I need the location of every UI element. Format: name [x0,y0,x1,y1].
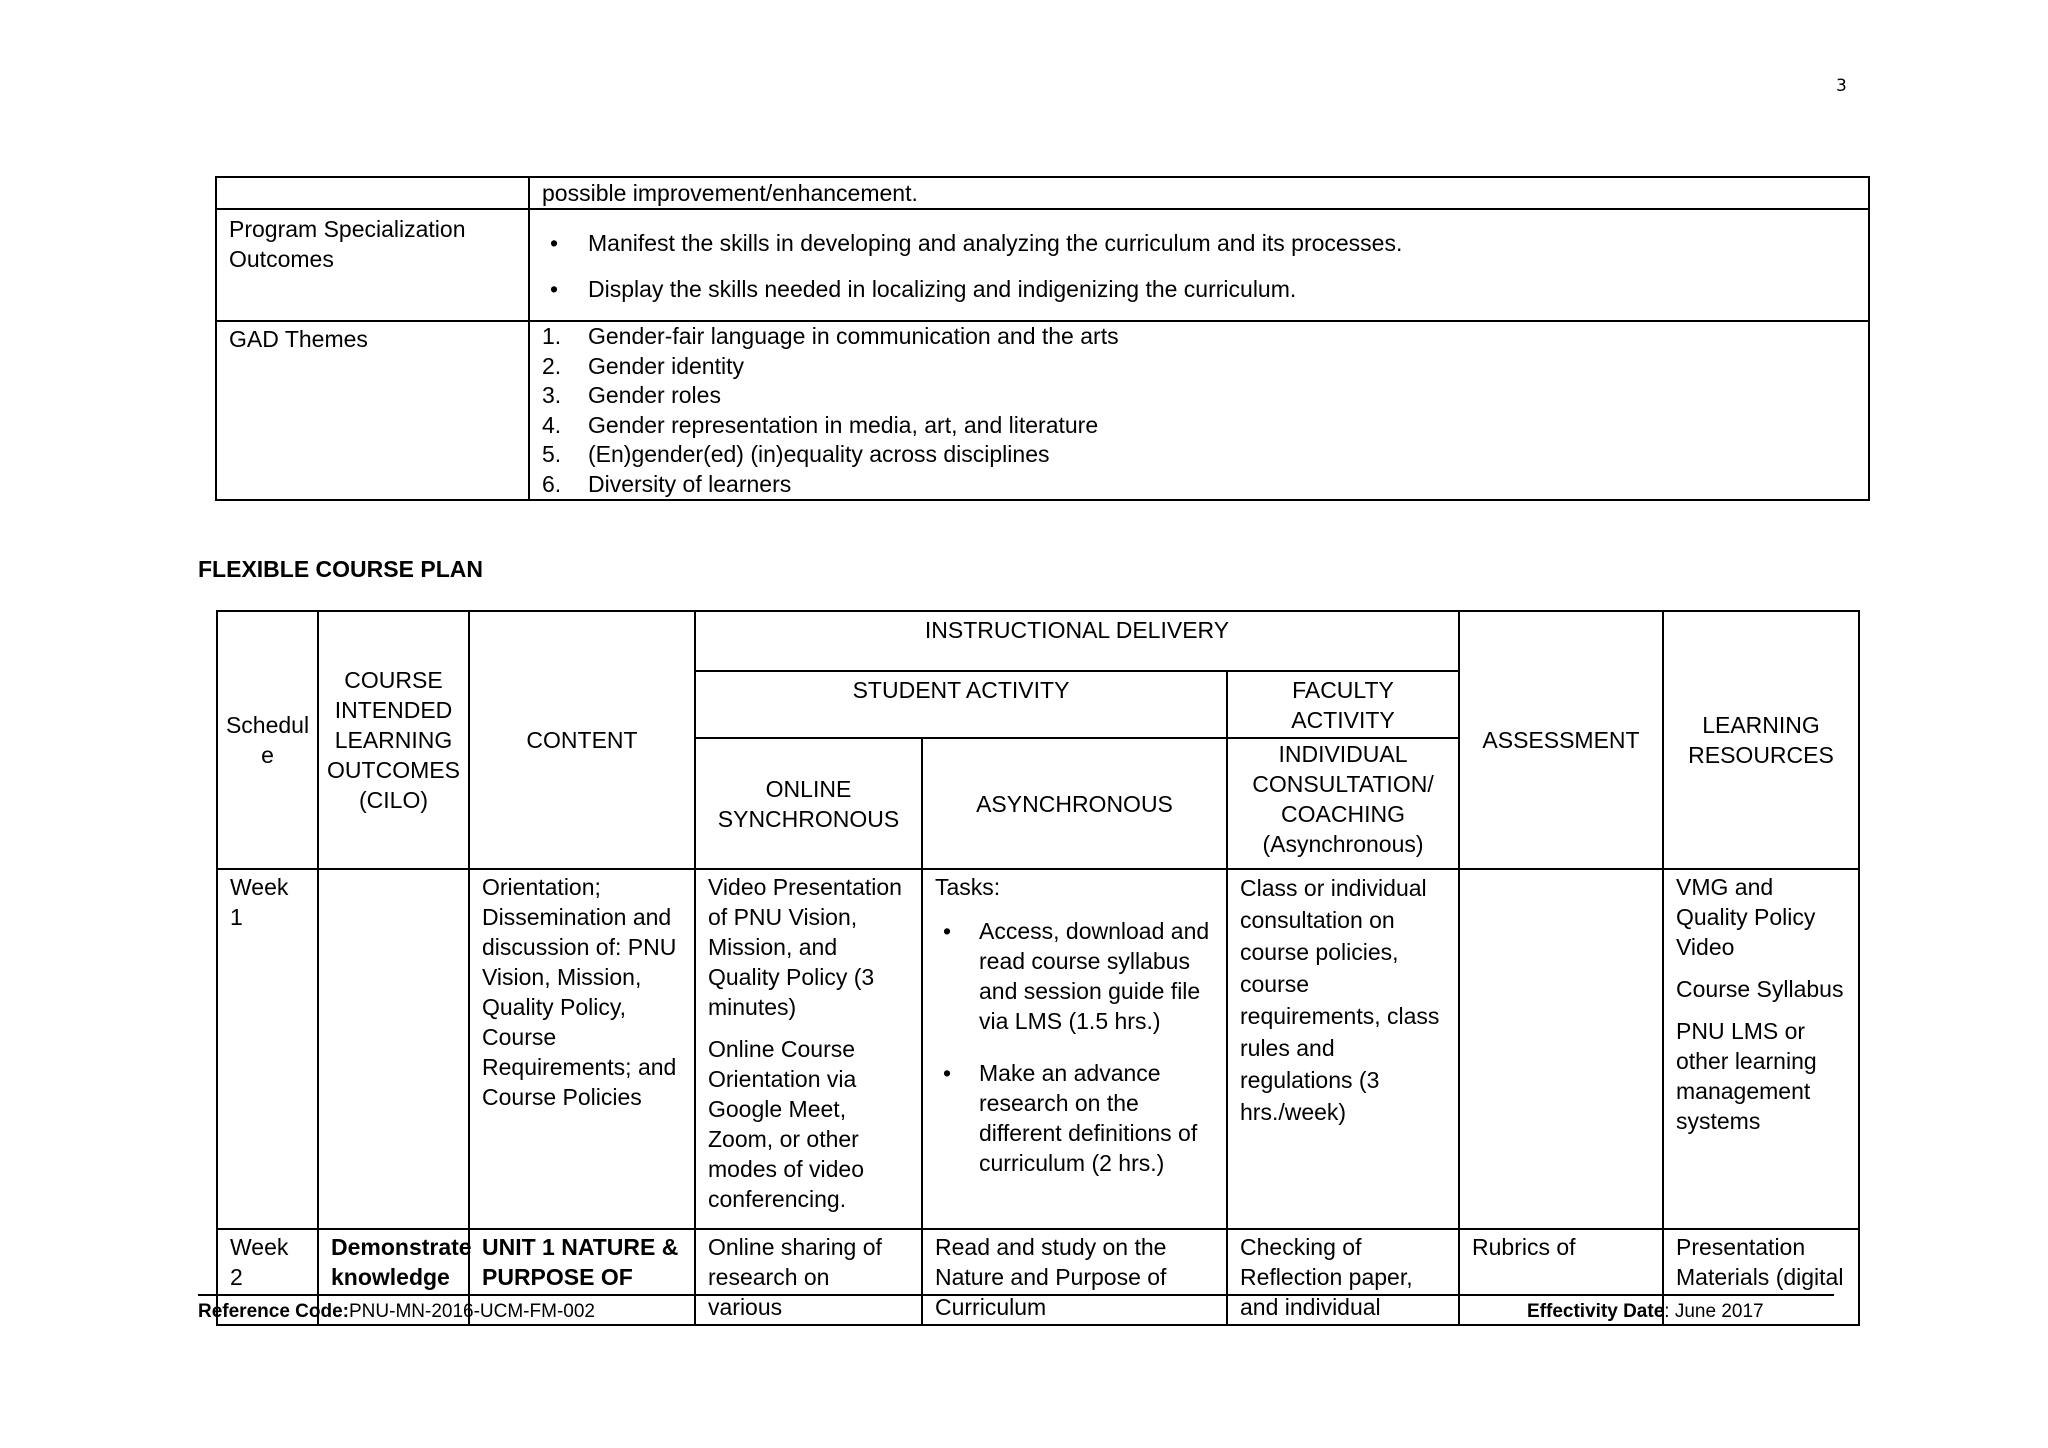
footer-divider [198,1294,1834,1296]
week-1-faculty-activity: Class or individual consultation on course policies, course requirements, class rules and regulations (3 hrs./week) [1227,869,1459,1229]
week-2-online-synchronous: Online sharing of research on various [695,1229,922,1325]
table-row [216,209,1869,321]
item-number: 3. [542,382,562,408]
list-item [542,440,1856,470]
list-item [542,352,1856,382]
week-2-faculty-activity: Checking of Reflection paper, and individual [1227,1229,1459,1325]
list-item [542,470,1856,500]
footer-effectivity-date [1527,1301,1764,1323]
resource-item: VMG and Quality Policy Video [1676,874,1816,960]
header-content: CONTENT [469,611,695,869]
section-heading: FLEXIBLE COURSE PLAN [198,556,483,582]
header-instructional-delivery: INSTRUCTIONAL DELIVERY [695,611,1459,671]
header-online-synchronous: ONLINE SYNCHRONOUS [695,738,922,869]
program-specialization-outcomes [529,209,1869,321]
item-number: 1. [542,323,562,349]
item-number: 2. [542,352,562,379]
online-activity: Video Presentation of PNU Vision, Mission, and Quality Policy (3 minutes) [708,874,902,1020]
header-faculty-activity: FACULTY ACTIVITY [1227,671,1459,738]
resource-item: PNU LMS or other learning management systems [1676,1018,1817,1134]
list-item: • Manifest the skills in developing and analyzing the curriculum and its processes. [542,228,1856,258]
list-item [542,322,1856,352]
list-item: • Access, download and read course syllabus and session guide file via LMS (1.5 hrs.) [935,916,1214,1036]
week-1-assessment [1459,869,1663,1229]
online-activity: Online Course Orientation via Google Meet, Zoom, or other modes of video conferencing. [708,1036,864,1212]
item-text: (En)gender(ed) (in)equality across disciplines [588,441,1050,467]
table-row [217,869,1859,1229]
list-item: • Display the skills needed in localizing and indigenizing the curriculum. [542,274,1856,304]
header-asynchronous: ASYNCHRONOUS [922,738,1227,869]
item-number: 6. [542,470,562,497]
header-schedule: Schedul e [217,611,318,869]
row-text: possible improvement/enhancement. [529,177,1869,209]
list-item [542,411,1856,441]
item-text: Gender-fair language in communication and the arts [588,323,1119,349]
week-2-assessment: Rubrics of [1459,1229,1663,1325]
week-2-schedule: Week 2 [217,1229,318,1325]
reference-code-value: PNU-MN-2016-UCM-FM-002 [349,1301,595,1322]
item-text: Gender representation in media, art, and literature [588,411,1099,438]
week-1-schedule: Week 1 [217,869,318,1229]
list-item: • Make an advance research on the different definitions of curriculum (2 hrs.) [935,1058,1214,1178]
header-learning-resources: LEARNING RESOURCES [1663,611,1859,869]
table-row [216,321,1869,500]
header-student-activity: STUDENT ACTIVITY [695,671,1227,738]
week-2-cilo: Demonstrate knowledge [318,1229,469,1325]
effectivity-date-label: Effectivity Date [1527,1301,1665,1322]
week-1-online-synchronous [695,869,922,1229]
header-assessment: ASSESSMENT [1459,611,1663,869]
item-text: Gender roles [588,382,721,408]
week-2-content: UNIT 1 NATURE & PURPOSE OF [469,1229,695,1325]
week-2-learning-resources: Presentation Materials (digital [1663,1229,1859,1325]
week-1-learning-resources [1663,869,1859,1229]
consultation-mode: (Asynchronous) [1262,831,1424,857]
gad-themes-label: GAD Themes [216,321,529,500]
week-1-cilo [318,869,469,1229]
flexible-course-plan-table [216,610,1860,1326]
list-item [542,381,1856,411]
program-outcomes-table [215,176,1870,501]
gad-themes-list [529,321,1869,500]
effectivity-date-value: : June 2017 [1664,1301,1764,1322]
tasks-label: Tasks: [935,874,1001,900]
item-number: 5. [542,441,562,467]
resource-item: Course Syllabus [1676,976,1844,1002]
header-cilo: COURSE INTENDED LEARNING OUTCOMES (CILO) [318,611,469,869]
table-row [216,177,1869,209]
week-2-asynchronous: Read and study on the Nature and Purpose of Curriculum [922,1229,1227,1325]
header-individual-consultation [1227,738,1459,869]
item-number: 4. [542,411,562,438]
row-label [216,177,529,209]
item-text: Gender identity [588,352,744,379]
item-text: Diversity of learners [588,470,792,497]
consultation-label: INDIVIDUAL CONSULTATION/ COACHING [1252,741,1434,827]
page-number: 3 [1836,76,1847,96]
table-header-row [217,611,1859,671]
week-1-content: Orientation; Dissemination and discussion of: PNU Vision, Mission, Quality Policy, Course Requirements; and Course Policies [469,869,695,1229]
reference-code-label: Reference Code: [198,1301,349,1322]
week-1-asynchronous [922,869,1227,1229]
program-specialization-label: Program Specialization Outcomes [216,209,529,321]
footer-reference-code [198,1301,595,1323]
